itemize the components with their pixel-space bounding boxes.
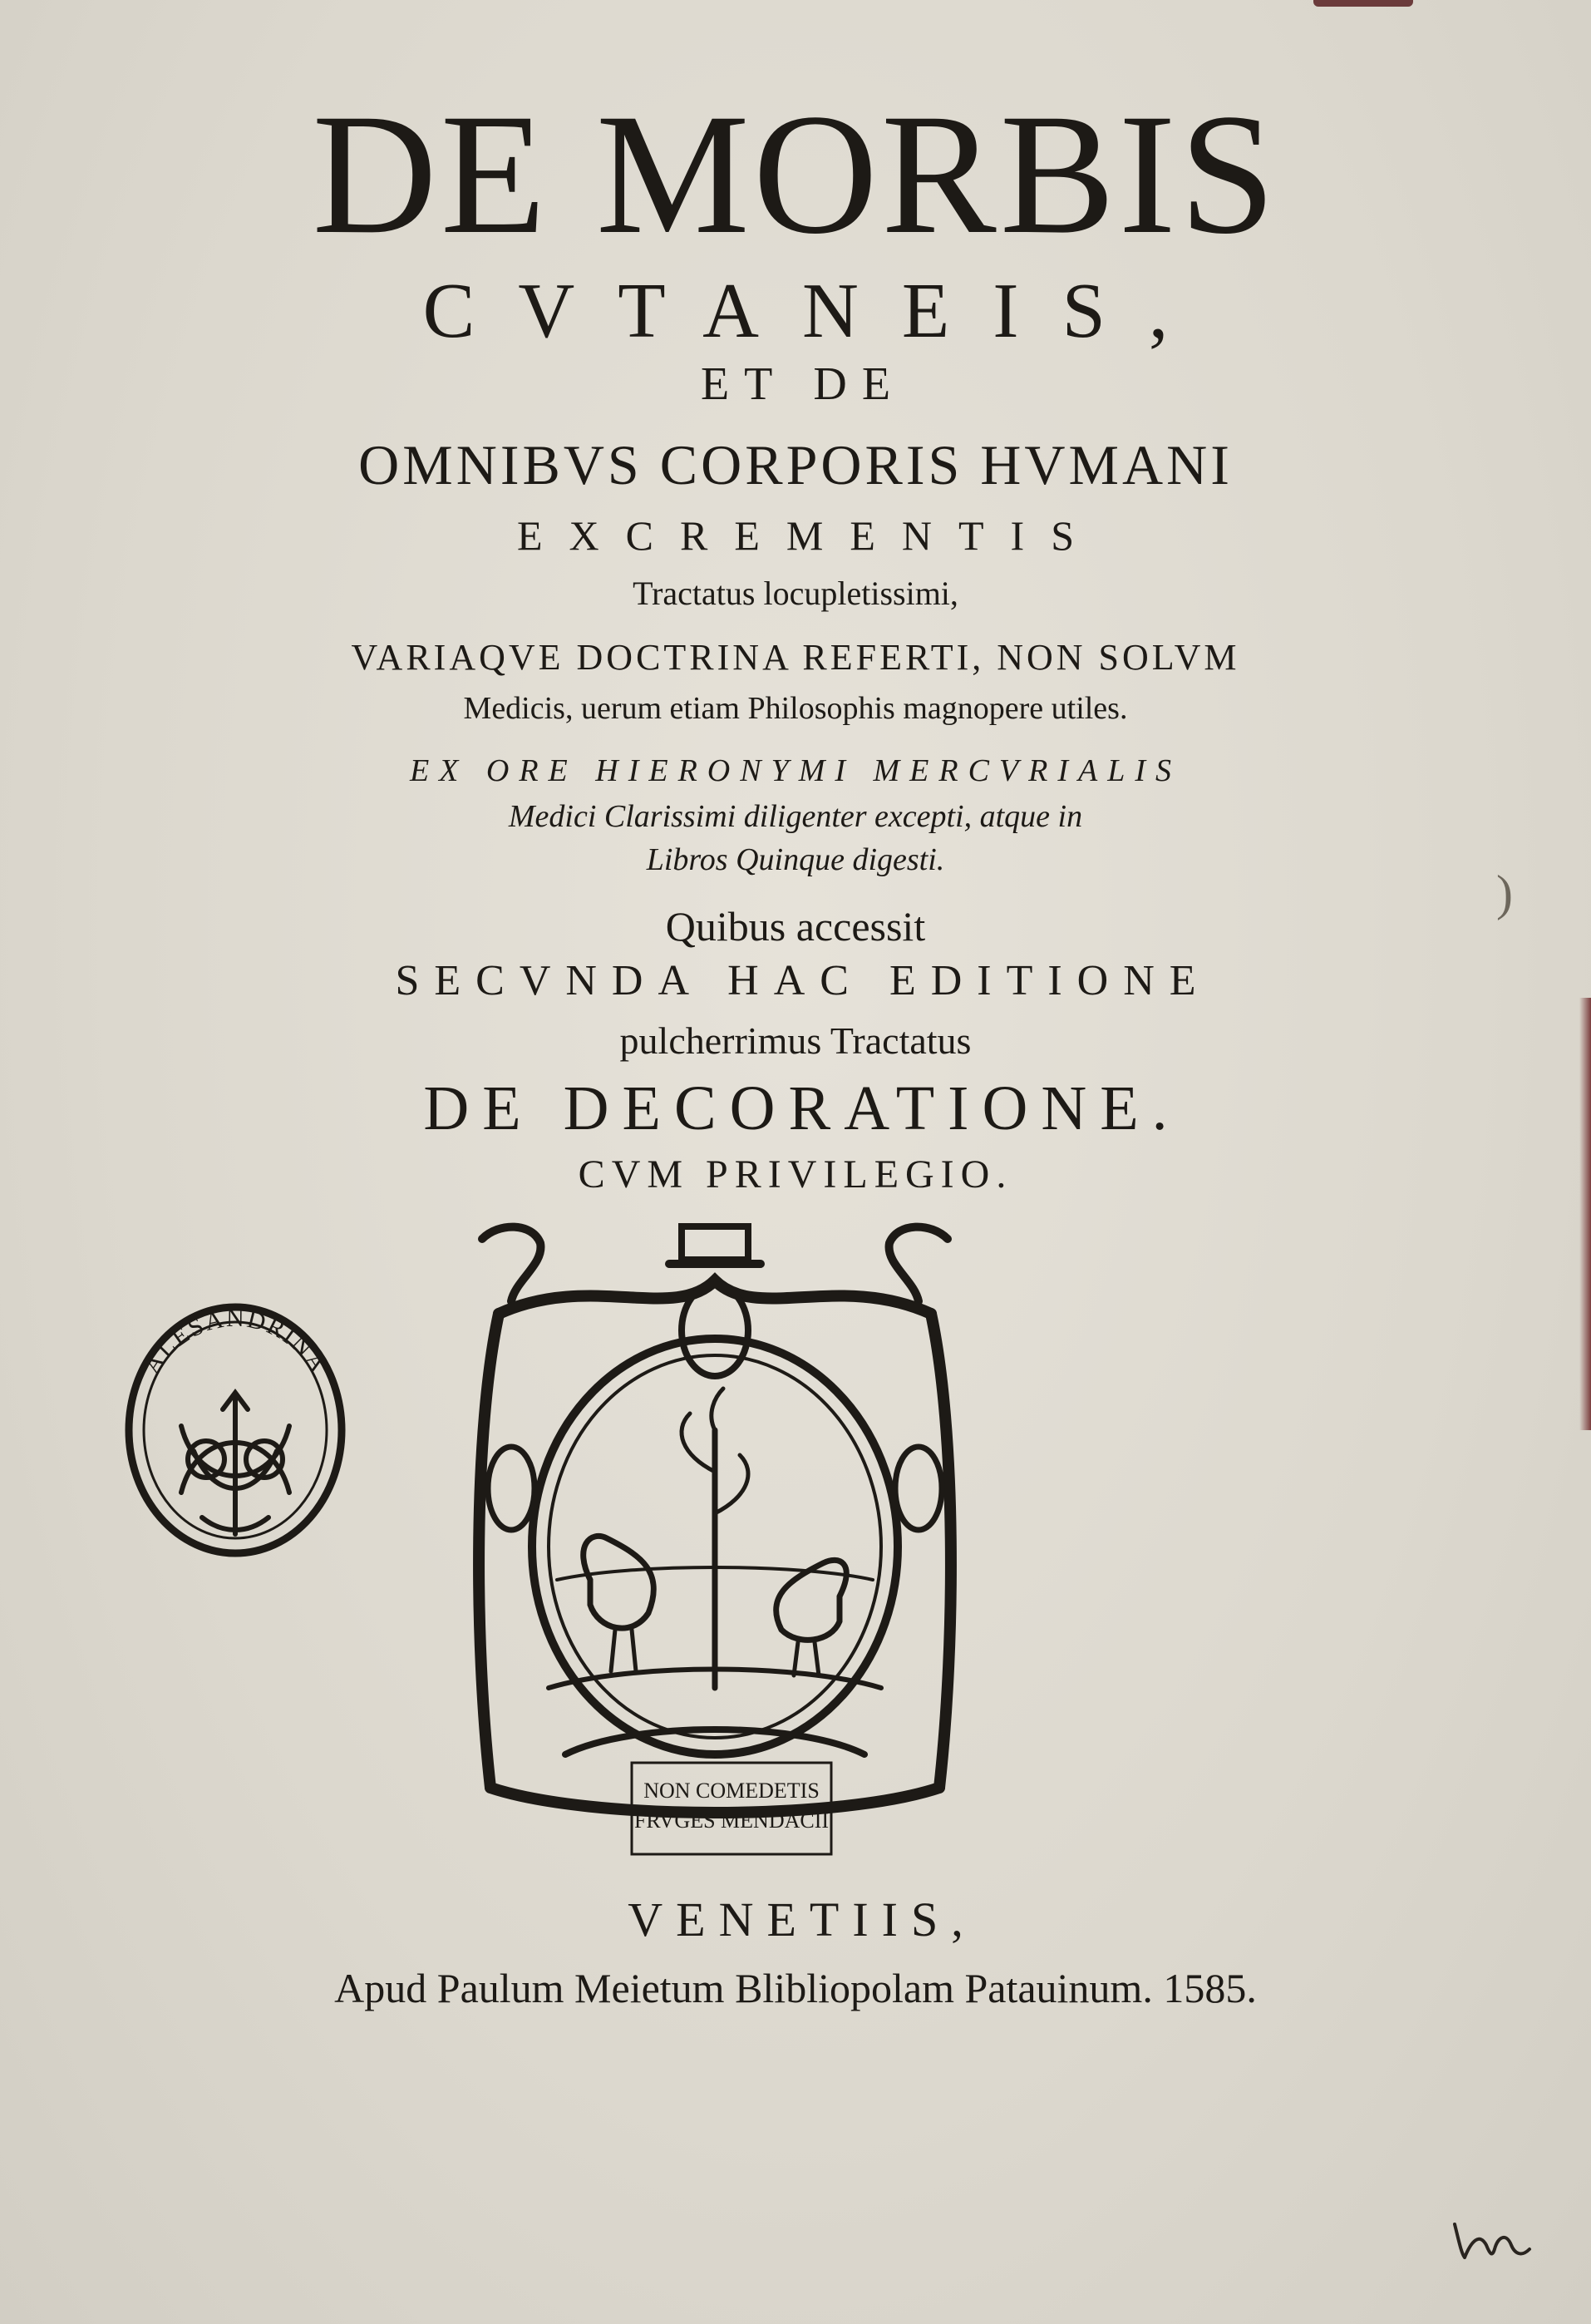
privilege-line: CVM PRIVILEGIO.	[578, 1152, 1013, 1197]
title-line-6: Tractatus locupletissimi,	[633, 575, 958, 612]
title-line-3: ET DE	[700, 358, 906, 410]
library-stamp	[123, 1285, 347, 1559]
margin-mark: )	[1496, 866, 1513, 920]
imprint-place: VENETIIS,	[628, 1892, 977, 1947]
binding-edge	[1579, 998, 1591, 1430]
author-line: EX ORE HIERONYMI MERCVRIALIS	[409, 753, 1182, 788]
title-line-15: DE DECORATIONE.	[423, 1073, 1181, 1143]
title-line-2: CVTANEIS,	[422, 268, 1212, 354]
handwritten-mark	[1446, 2208, 1546, 2266]
stamp-inscription: ALESANDRINA	[137, 1304, 333, 1379]
author-line-2: Medici Clarissimi diligenter excepti, atque in	[508, 799, 1083, 834]
page-title: DE MORBIS	[312, 78, 1279, 269]
printers-device	[465, 1222, 964, 1871]
title-line-13: SECVNDA HAC EDITIONE	[395, 957, 1211, 1004]
page-edge-stain	[1313, 0, 1413, 7]
title-line-14: pulcherrimus Tractatus	[619, 1019, 972, 1062]
author-line-3: Libros Quinque digesti.	[646, 842, 945, 877]
svg-text:ALESANDRINA	[138, 1305, 332, 1379]
title-line-5: EXCREMENTIS	[517, 512, 1101, 559]
title-line-4: OMNIBVS CORPORIS HVMANI	[358, 433, 1233, 496]
title-line-12: Quibus accessit	[665, 903, 926, 950]
title-line-8: Medicis, uerum etiam Philosophis magnopere utiles.	[463, 691, 1128, 726]
imprint-line: Apud Paulum Meietum Blibliopolam Patauinum. 1585.	[334, 1965, 1257, 2011]
device-motto-line-1: NON COMEDETIS	[643, 1779, 820, 1803]
title-line-7: VARIAQVE DOCTRINA REFERTI, NON SOLVM	[351, 637, 1240, 678]
device-motto-line-2: FRVGES MENDACII	[633, 1808, 830, 1833]
